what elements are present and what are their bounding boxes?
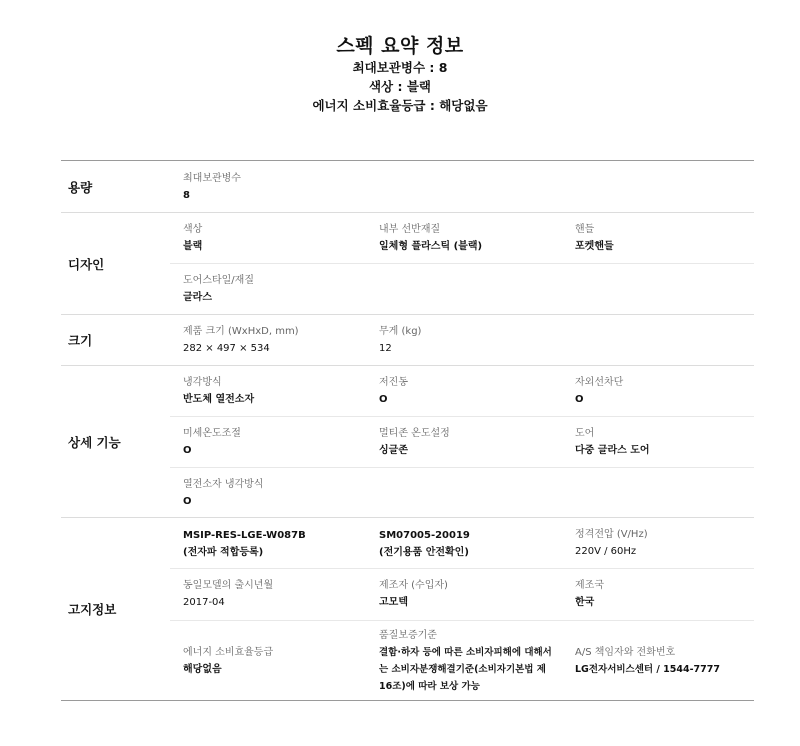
category-label: 크기 (68, 333, 93, 348)
spec-label: 제품 크기 (WxHxD, mm) (183, 326, 299, 337)
spec-label: 색상 (183, 224, 203, 235)
spec-label: 정격전압 (V/Hz) (575, 529, 648, 540)
spec-label: 미세온도조절 (183, 428, 241, 439)
spec-label: SM07005-20019 (379, 530, 470, 541)
spec-label: 에너지 소비효율등급 (183, 647, 274, 658)
spec-label: A/S 책임자와 전화번호 (575, 647, 676, 658)
category-label: 용량 (68, 179, 93, 195)
spec-value: 282 × 497 × 534 (183, 343, 270, 354)
spec-label: 무게 (kg) (379, 326, 422, 337)
spec-label: 멀티존 온도설정 (379, 428, 450, 439)
summary-line: 최대보관병수 : 8 (352, 60, 448, 75)
spec-cell (562, 569, 754, 620)
spec-cell (170, 264, 362, 314)
spec-cell (170, 569, 366, 620)
spec-value: 싱글존 (379, 445, 408, 456)
spec-value: 220V / 60Hz (575, 546, 637, 557)
spec-value: 블랙 (183, 241, 203, 252)
spec-label: MSIP-RES-LGE-W087B (183, 530, 306, 541)
spec-value: O (183, 445, 192, 456)
spec-cell (170, 621, 366, 702)
spec-cell (366, 621, 562, 702)
spec-row-features (61, 366, 754, 518)
spec-cell (170, 417, 366, 467)
spec-value: 글라스 (183, 292, 212, 303)
summary-header (0, 34, 800, 115)
spec-label: 도어스타일/재질 (183, 275, 254, 286)
spec-label: 열전소자 냉각방식 (183, 479, 264, 490)
spec-value: 해당없음 (183, 664, 222, 675)
summary-line: 에너지 소비효율등급 : 해당없음 (312, 98, 488, 113)
category-label: 상세 기능 (68, 434, 121, 450)
spec-cell (366, 315, 558, 365)
spec-label: 내부 선반재질 (379, 224, 441, 235)
spec-value: LG전자서비스센터 / 1544-7777 (575, 664, 720, 675)
spec-cell (562, 518, 754, 568)
spec-value: 다중 글라스 도어 (575, 445, 650, 456)
page-title: 스펙 요약 정보 (336, 35, 464, 57)
spec-cell (366, 366, 562, 416)
spec-label: 품질보증기준 (379, 630, 437, 641)
spec-label: 제조자 (수입자) (379, 580, 448, 591)
spec-label: 도어 (575, 428, 595, 439)
spec-row-size (61, 315, 754, 366)
spec-cell (562, 621, 754, 702)
spec-cell (366, 213, 562, 263)
spec-value: 일체형 플라스틱 (블랙) (379, 241, 483, 252)
category-label: 고지정보 (68, 602, 117, 617)
spec-value: 12 (379, 343, 392, 354)
spec-cell (170, 366, 366, 416)
spec-value: 2017-04 (183, 597, 225, 608)
spec-row-capacity (61, 161, 754, 213)
spec-value: (전자파 적합등록) (183, 547, 264, 558)
spec-row-notice (61, 518, 754, 700)
spec-value: 포켓핸들 (575, 241, 614, 252)
spec-label: 핸들 (575, 224, 595, 235)
spec-cell (170, 518, 366, 568)
spec-table (61, 160, 754, 701)
spec-label: 제조국 (575, 580, 604, 591)
spec-cell (366, 518, 562, 568)
spec-value: 한국 (575, 597, 595, 608)
spec-label: 저진동 (379, 377, 408, 388)
summary-line: 색상 : 블랙 (368, 79, 431, 94)
spec-label: 동일모델의 출시년월 (183, 580, 274, 591)
spec-value: 8 (183, 190, 190, 201)
spec-value: O (575, 394, 584, 405)
spec-value: 결함·하자 등에 따른 소비자피해에 대해서는 소비자분쟁해결기준(소비자기본법 제16조)에 따라 보상 가능 (379, 647, 552, 692)
spec-cell (562, 366, 754, 416)
spec-cell (170, 161, 362, 212)
spec-cell (366, 569, 562, 620)
spec-value: 반도체 열전소자 (183, 394, 255, 405)
spec-value: O (379, 394, 388, 405)
spec-value: (전기용품 안전확인) (379, 547, 469, 558)
spec-cell (562, 213, 754, 263)
spec-cell (170, 213, 366, 263)
category-label: 디자인 (68, 256, 105, 272)
spec-label: 최대보관병수 (183, 173, 241, 184)
spec-cell (170, 315, 366, 365)
spec-label: 자외선차단 (575, 377, 624, 388)
spec-value: O (183, 496, 192, 507)
spec-cell (366, 417, 562, 467)
spec-row-design (61, 213, 754, 315)
spec-cell (170, 468, 362, 518)
spec-label: 냉각방식 (183, 377, 222, 388)
spec-cell (562, 417, 754, 467)
spec-value: 고모텍 (379, 597, 408, 608)
